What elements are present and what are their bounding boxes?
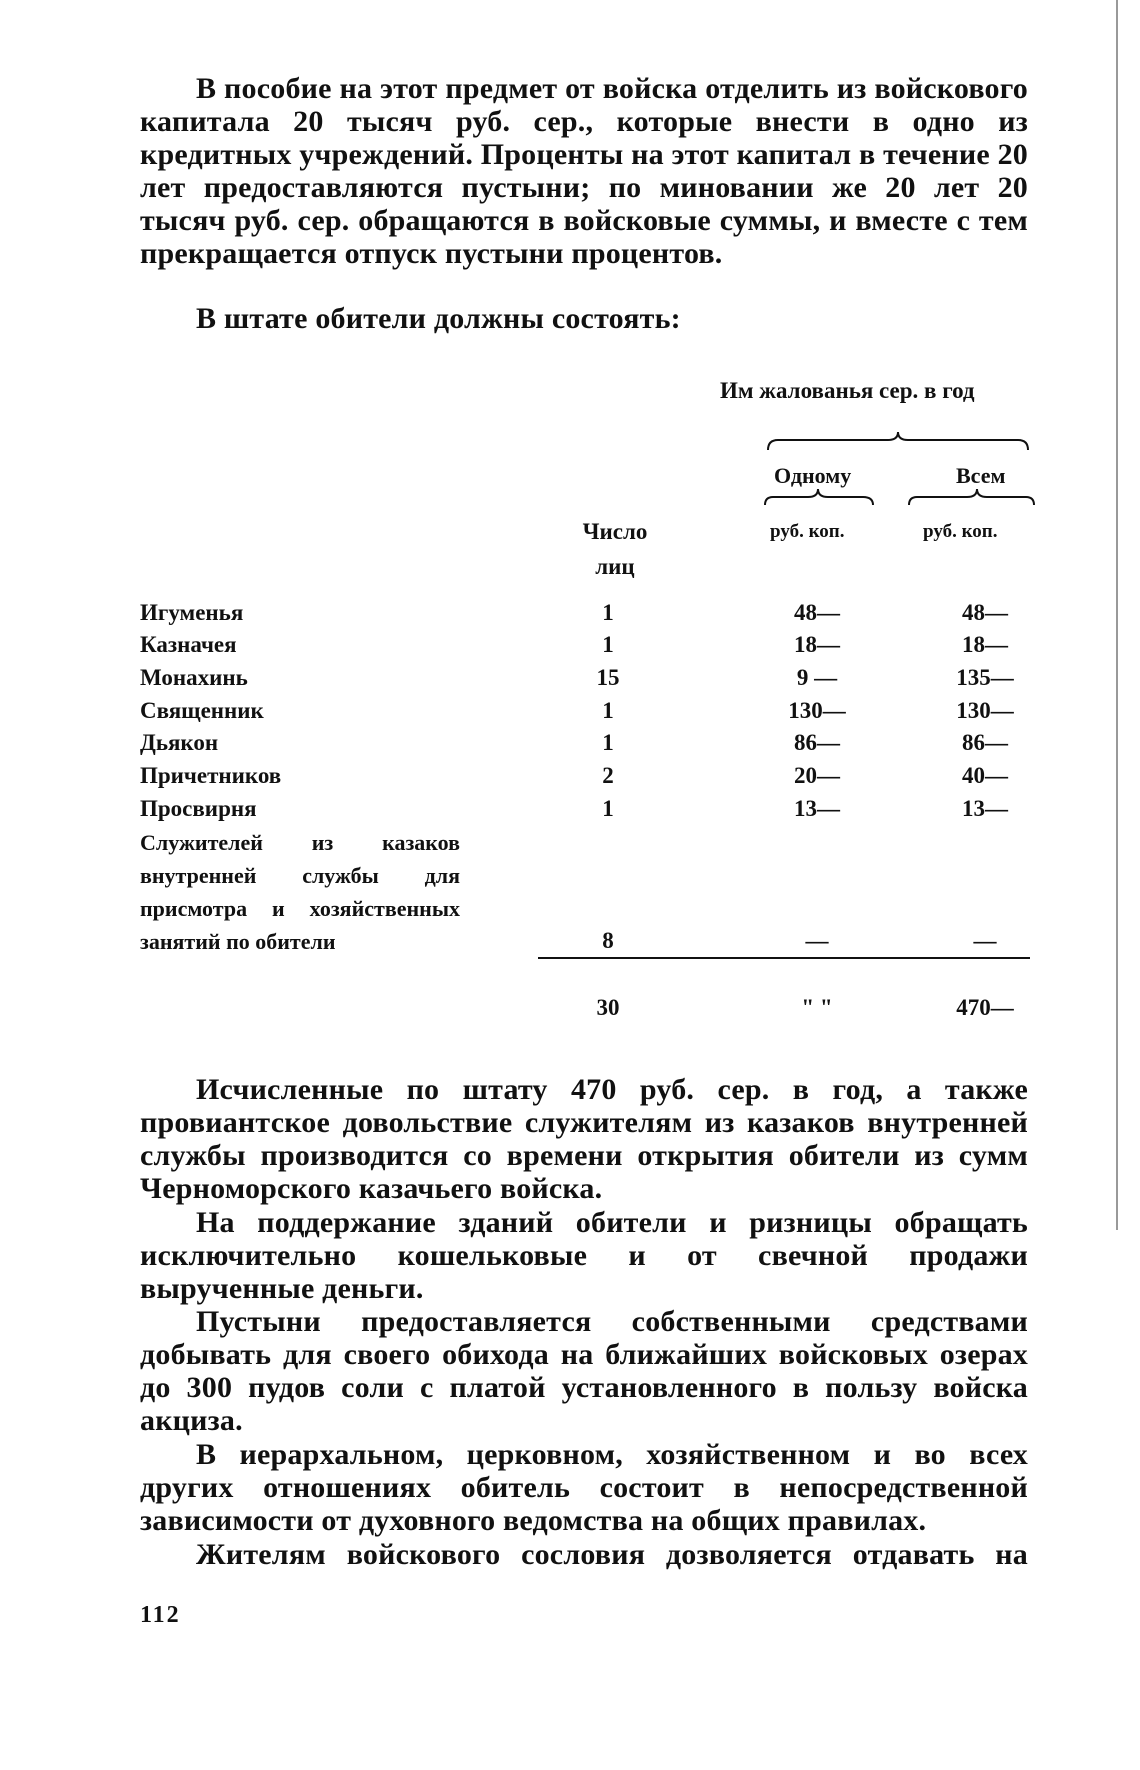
table-header-main: Им жалованья сер. в год xyxy=(720,378,975,403)
table-row-all: 130— xyxy=(956,698,1014,723)
table-row-label: Дьякон xyxy=(140,730,219,755)
table-row-one: 13— xyxy=(794,796,840,821)
paragraph-4: На поддержание зданий обители и ризницы обращать исключительно кошельковые и от свечной продажи вырученные деньги. xyxy=(140,1206,1028,1305)
table-row-label: Причетников xyxy=(140,763,282,788)
paragraph-6: В иерархальном, церковном, хозяйственном и во всех других отношениях обитель состоит в непосредственной зависимости от духовного ведомства на общих правилах. xyxy=(140,1438,1028,1537)
table-row-label: Просвирня xyxy=(140,796,257,821)
table-row-one: 86— xyxy=(794,730,840,755)
table-row-count: 1 xyxy=(602,796,614,821)
table-row-label: Монахинь xyxy=(140,665,248,690)
page-number: 112 xyxy=(140,1602,181,1628)
table-row-servants-all: — xyxy=(973,928,997,953)
table-subheader-rub-kop-all: руб. коп. xyxy=(923,521,998,542)
table-row-one: 18— xyxy=(794,632,840,657)
table-total-count: 30 xyxy=(596,995,620,1020)
table-row-servants-count: 8 xyxy=(602,928,614,953)
table-row-servants-one: — xyxy=(805,928,829,953)
table-row-count: 1 xyxy=(602,730,614,755)
paragraph-5: Пустыни предоставляется собственными средствами добывать для своего обихода на ближайших войсковых озерах до 300 пудов соли с платой установленного в пользу войска акциза. xyxy=(140,1305,1028,1437)
paragraph-3: Исчисленные по штату 470 руб. сер. в год, а также провиантское довольствие служителям из казаков внутренней службы производится со времени открытия обители из сумм Черноморского казачьего войска. xyxy=(140,1073,1028,1205)
table-row-one: 130— xyxy=(788,698,846,723)
table-row-label: Игуменья xyxy=(140,600,244,625)
table-header-all: Всем xyxy=(956,463,1006,488)
table-row-one: 9 — xyxy=(796,665,838,690)
paragraph-7: Жителям войскового сословия дозволяется отдавать на xyxy=(196,1538,1028,1571)
table-row-all: 18— xyxy=(962,632,1008,657)
table-header-count: Число лиц xyxy=(582,519,648,579)
table-row-one: 48— xyxy=(794,600,840,625)
table-row-count: 2 xyxy=(602,763,614,788)
table-row-one: 20— xyxy=(794,763,840,788)
table-row-all: 48— xyxy=(962,600,1008,625)
table-row-all: 135— xyxy=(956,665,1014,690)
paragraph-2: В штате обители должны состоять: xyxy=(196,302,681,335)
table-row-count: 15 xyxy=(596,665,620,690)
table-total-all: 470— xyxy=(956,995,1014,1020)
table-subheader-rub-kop-one: руб. коп. xyxy=(770,521,845,542)
table-row-all: 13— xyxy=(962,796,1008,821)
table-row-label: Казначея xyxy=(140,632,237,657)
table-row-all: 86— xyxy=(962,730,1008,755)
paragraph-1: В пособие на этот предмет от войска отделить из войскового капитала 20 тысяч руб. сер., которые внести в одно из кредитных учреждений. Проценты на этот капитал в течение 20 лет предоставляются пустыни; по миновании же 20 лет 20 тысяч руб. сер. обращаются в войсковые суммы, и вместе с тем прекращается отпуск пустыни процентов. xyxy=(140,72,1028,270)
table-header-one: Одному xyxy=(774,463,852,488)
table-row-label: Священник xyxy=(140,698,264,723)
table-row-all: 40— xyxy=(962,763,1008,788)
table-row-count: 1 xyxy=(602,698,614,723)
table-row-count: 1 xyxy=(602,632,614,657)
table-total-one: " " xyxy=(801,995,833,1020)
table-row-count: 1 xyxy=(602,600,614,625)
table-row-servants-label: Служителей из казаков внутренней службы для присмотра и хозяйственных занятий по обители xyxy=(140,830,460,954)
